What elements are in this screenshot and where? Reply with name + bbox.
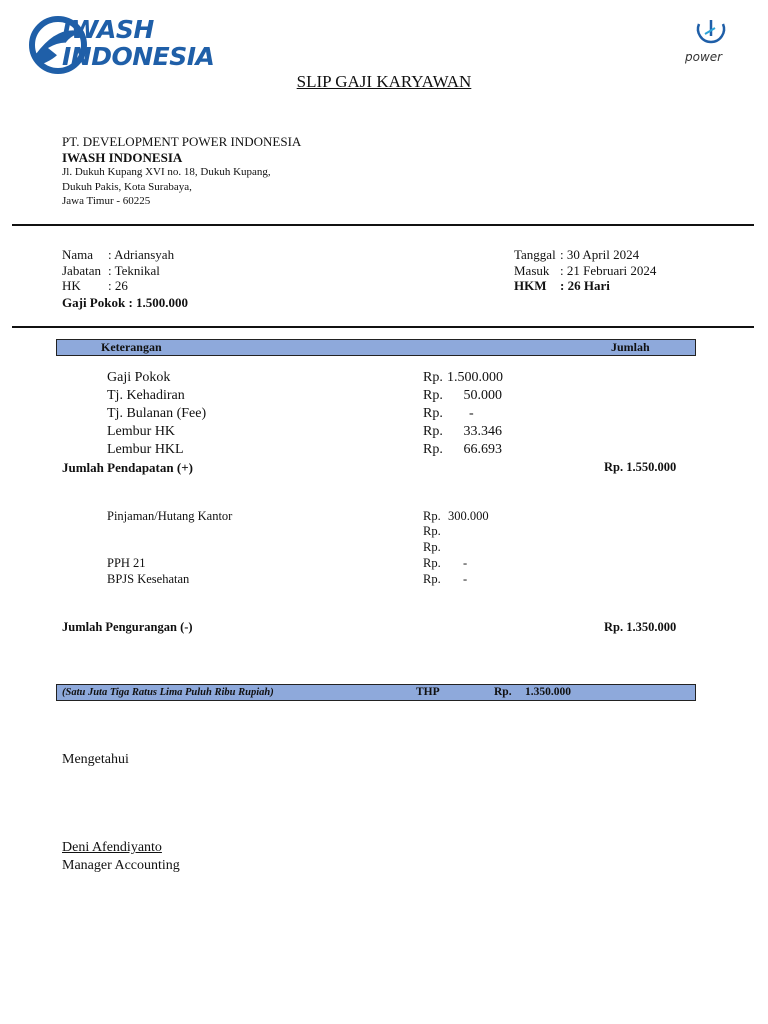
income-item-label: Tj. Bulanan (Fee) [107, 406, 207, 421]
company-parent: PT. DEVELOPMENT POWER INDONESIA [62, 134, 302, 149]
income-total-label: Jumlah Pendapatan (+) [62, 460, 193, 475]
income-item-amount: 66.693 [463, 442, 502, 457]
power-wordmark: power [685, 50, 723, 64]
thp-amount: 1.350.000 [525, 686, 571, 698]
deduction-item-currency: Rp. [423, 509, 441, 523]
tanggal-row [514, 247, 639, 263]
company-address-line: Dukuh Pakis, Kota Surabaya, [62, 181, 192, 193]
signatory-position: Manager Accounting [62, 858, 180, 873]
thp-currency: Rp. [494, 686, 512, 698]
gaji-pokok-summary: Gaji Pokok : 1.500.000 [62, 295, 189, 310]
deduction-total-label: Jumlah Pengurangan (-) [62, 620, 193, 634]
page-title [0, 72, 768, 92]
income-item-amount: 50.000 [463, 388, 502, 403]
income-item-label: Lembur HKL [107, 442, 184, 457]
thp-terbilang: (Satu Juta Tiga Ratus Lima Puluh Ribu Rupiah) [62, 687, 274, 698]
deduction-item-label: PPH 21 [107, 556, 146, 570]
company-address-line: Jawa Timur - 60225 [62, 195, 151, 207]
income-item-currency: Rp. [423, 370, 443, 385]
deduction-total-value: Rp. 1.350.000 [604, 620, 677, 634]
column-header-keterangan: Keterangan [101, 340, 162, 354]
income-item-amount: 33.346 [463, 424, 502, 439]
income-item-amount: 1.500.000 [447, 370, 503, 385]
divider [12, 224, 754, 226]
deduction-item-currency: Rp. [423, 572, 441, 586]
page-title-text: SLIP GAJI KARYAWAN [296, 72, 472, 91]
masuk-label: Masuk [514, 263, 550, 278]
income-item-currency: Rp. [423, 388, 443, 403]
deduction-item-currency: Rp. [423, 540, 441, 554]
income-item-currency: Rp. [423, 424, 443, 439]
company-address-line: Jl. Dukuh Kupang XVI no. 18, Dukuh Kupang, [62, 166, 271, 178]
income-item-currency: Rp. [423, 406, 443, 421]
table-header [56, 339, 696, 356]
tanggal-label: Tanggal [514, 247, 556, 262]
hkm-row [514, 278, 610, 294]
company-name: IWASH INDONESIA [62, 150, 183, 165]
income-item-amount: - [469, 406, 474, 421]
divider [12, 326, 754, 328]
hkm-label: HKM [514, 278, 547, 293]
logo-wordmark [62, 16, 214, 70]
employee-hk-row [62, 278, 128, 294]
deduction-item-currency: Rp. [423, 524, 441, 538]
jabatan-value: : Teknikal [108, 263, 160, 278]
thp-bar [56, 684, 696, 701]
hk-value: : 26 [108, 278, 128, 293]
employee-name-row [62, 247, 174, 263]
income-total-value: Rp. 1.550.000 [604, 460, 677, 474]
employee-position-row [62, 263, 160, 279]
column-header-jumlah: Jumlah [611, 340, 650, 354]
masuk-value: : 21 Februari 2024 [560, 263, 657, 278]
income-item-label: Tj. Kehadiran [107, 388, 185, 403]
nama-value: : Adriansyah [108, 247, 175, 262]
mengetahui-label: Mengetahui [62, 752, 129, 767]
iwash-logo [28, 14, 215, 76]
thp-label: THP [416, 686, 440, 698]
income-item-currency: Rp. [423, 442, 443, 457]
hkm-value: : 26 Hari [560, 278, 610, 293]
deduction-item-amount: 300.000 [448, 509, 489, 523]
income-item-label: Gaji Pokok [107, 370, 171, 385]
deduction-item-label: Pinjaman/Hutang Kantor [107, 509, 233, 523]
logo-line-1: IWASH [62, 15, 154, 44]
deduction-item-label: BPJS Kesehatan [107, 572, 190, 586]
logo-line-2: INDONESIA [62, 42, 215, 71]
deduction-item-amount: - [463, 572, 468, 586]
nama-label: Nama [62, 247, 94, 262]
tanggal-value: : 30 April 2024 [560, 247, 640, 262]
deduction-item-currency: Rp. [423, 556, 441, 570]
income-item-label: Lembur HK [107, 424, 176, 439]
power-logo [683, 18, 739, 68]
masuk-row [514, 263, 656, 279]
jabatan-label: Jabatan [62, 263, 101, 278]
hk-label: HK [62, 278, 81, 293]
deduction-item-amount: - [463, 556, 468, 570]
signatory-name: Deni Afendiyanto [62, 840, 162, 855]
